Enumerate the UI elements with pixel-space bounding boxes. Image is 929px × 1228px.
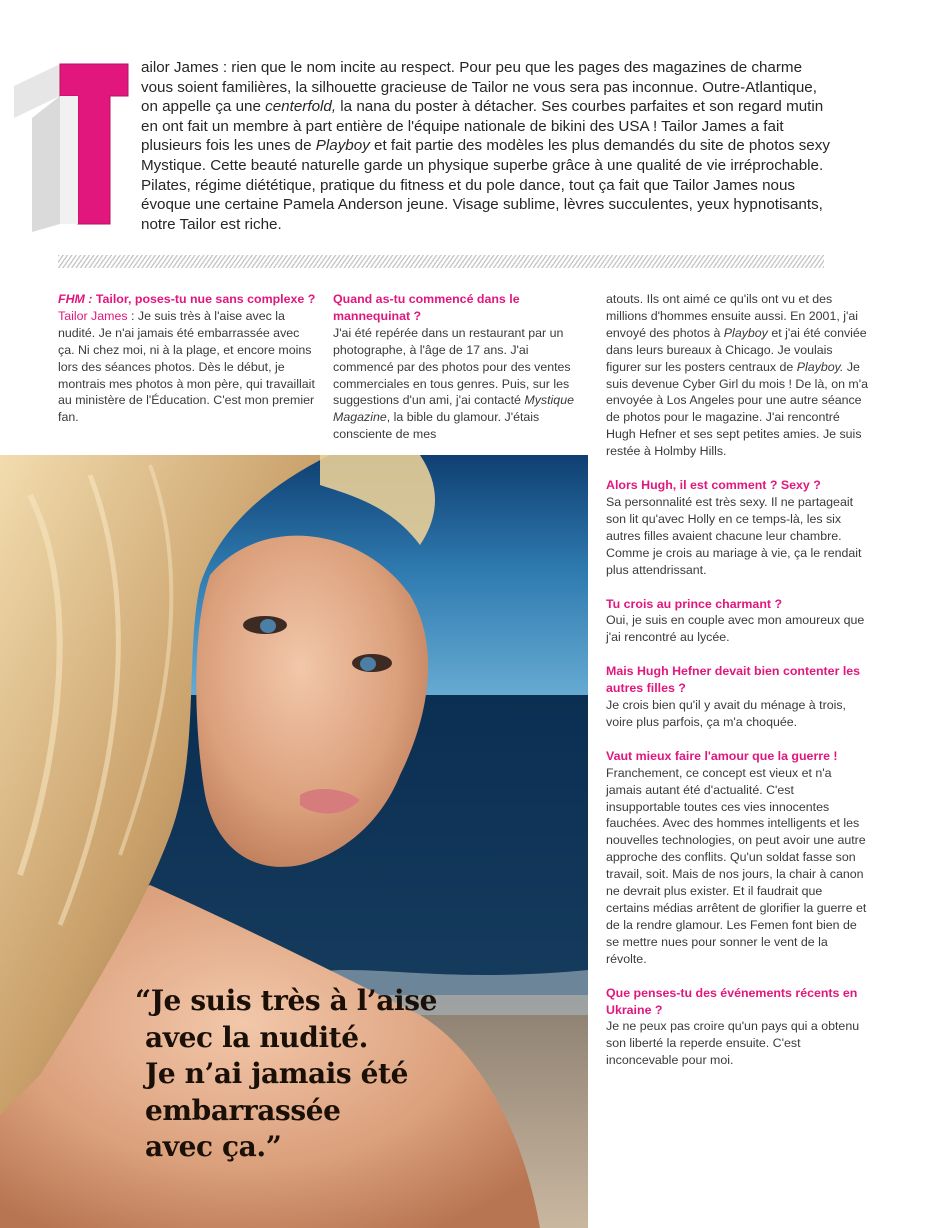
answer-nudity: Tailor James : Je suis très à l'aise avec la nudité. Je n'ai jamais été embarrassée avec ça. Ni chez moi, ni à la plage, et encore moins lors des séances photos. Dès le début, je montrais mes photos à mon père, qui travaillait au ministère de l'Éducation. C'est mon premier fan. xyxy=(58,308,315,425)
column-2 xyxy=(333,291,591,443)
answer-modeling: J'ai été repérée dans un restaurant par un photographe, à l'âge de 17 ans. J'ai commencé par des photos pour des ventes commerciales en tous genres. Puis, sur les suggestions d'un ami, j'ai contacté Mystique Magazine, la bible du glamour. J'étais consciente de mes xyxy=(333,325,574,442)
answer-continued: atouts. Ils ont aimé ce qu'ils ont vu et des millions d'hommes ensuite aussi. En 2001, j'ai envoyé des photos à Playboy et j'ai été conviée dans leurs bureaux à Chicago. Je voulais figurer sur les posters centraux de Playboy. Je suis devenue Cyber Girl du mois ! De là, on m'a envoyée à Los Angeles pour une autre séance de photos pour le magazine. J'ai rencontré Hugh Hefner et ses sept petites amies. Je suis restée à Holmby Hills. xyxy=(606,292,868,459)
dropcap-t xyxy=(12,56,130,232)
question-modeling: Quand as-tu commencé dans le mannequinat ? xyxy=(333,292,520,323)
column-1 xyxy=(58,291,316,426)
qa-amour-guerre: Vaut mieux faire l'amour que la guerre ! Franchement, ce concept est vieux et n'a jamais autant été d'actualité. C'est insupportable toutes ces vies innocentes fauchées. Avec des hommes intelligents et les nouvelles technologies, on peut avoir une autre approche des conflits. Qu'un soldat fasse son travail, soit. Mais de nos jours, la chair à canon ne devrait plus exister. Et il faudrait que certains médias arrêtent de glorifier la guerre et de la rendre glamour. Les Femen font bien de se mettre nues pour sonner le vent de la révolte. xyxy=(606,748,867,966)
qa-hefner-filles: Mais Hugh Hefner devait bien contenter les autres filles ? Je crois bien qu'il y avait du ménage à trois, voire plus parfois, ça m'a choquée. xyxy=(606,664,861,729)
qa-prince-charmant: Tu crois au prince charmant ? Oui, je suis en couple avec mon amoureux que j'ai rencontré au lycée. xyxy=(606,596,865,645)
pull-quote: “Je suis très à l’aise avec la nudité. Je n’ai jamais été embarrassée avec ça.” xyxy=(135,984,438,1163)
intro-centerfold: centerfold, xyxy=(265,98,337,116)
model-photo xyxy=(0,455,588,1228)
question-nudity: FHM : Tailor, poses-tu nue sans complexe ? xyxy=(58,292,316,306)
qa-hugh-sexy: Alors Hugh, il est comment ? Sexy ? Sa personnalité est très sexy. Il ne partageait son lit qu'avec Holly en ce temps-là, les six autres filles avaient chacune leur chambre. Comme je crois au mariage à vie, ça le rendait plus attendrissant. xyxy=(606,478,862,577)
hatched-divider xyxy=(58,255,824,268)
intro-playboy: Playboy xyxy=(315,137,370,155)
column-3 xyxy=(606,291,868,1086)
intro-paragraph: ailor James : rien que le nom incite au respect. Pour peu que les pages des magazines de charme vous soient familières, la silhouette gracieuse de Tailor ne vous sera pas inconnue. Outre-Atlantique, on appelle ça une centerfold, la nana du poster à détacher. Ses courbes parfaites et son regard mutin en ont fait un membre à part entière de l'équipe nationale de bikini des USA ! Tailor James a fait plusieurs fois les unes de Playboy et fait partie des modèles les plus demandés du site de photos sexy Mystique. Cette beauté naturelle garde un physique superbe grâce à une qualité de vie irréprochable. Pilates, régime diététique, pratique du fitness et du pole dance, tout ça fait que Tailor James nous évoque une certaine Pamela Anderson jeune. Visage sublime, lèvres succulentes, yeux hypnotisants, notre Tailor est riche. xyxy=(141,59,830,233)
qa-ukraine: Que penses-tu des événements récents en Ukraine ? Je ne peux pas croire qu'un pays qui a obtenu son liberté la reperde ensuite. C'est inconcevable pour moi. xyxy=(606,985,860,1068)
